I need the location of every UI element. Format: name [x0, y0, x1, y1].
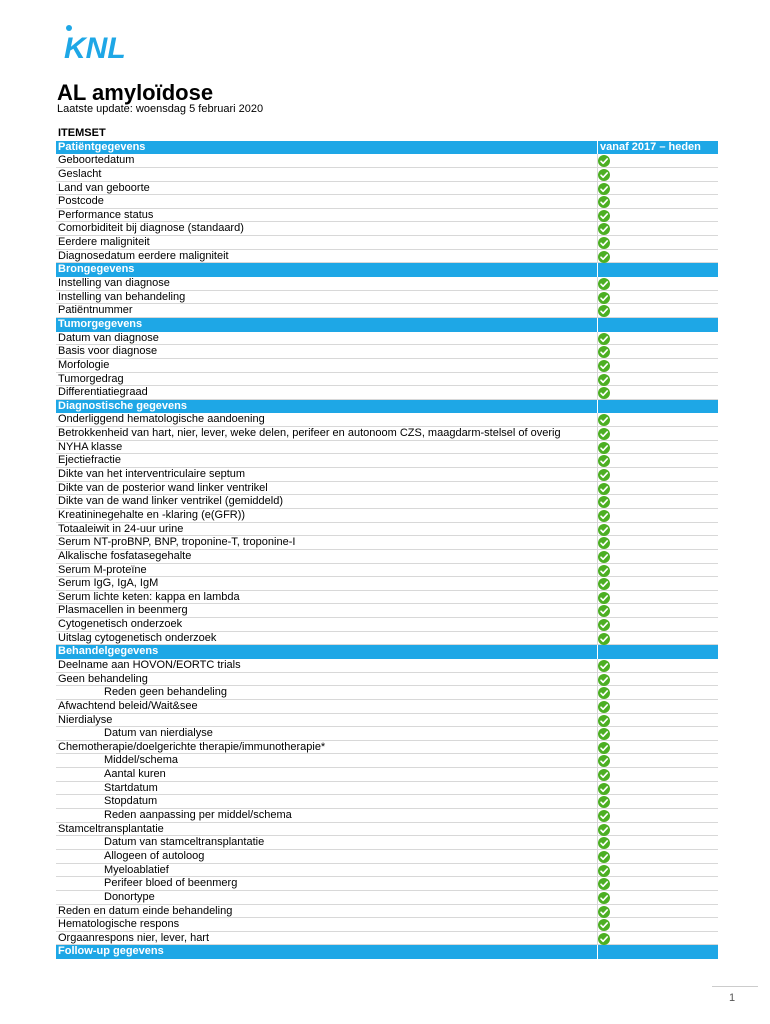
table-row [56, 714, 718, 728]
availability-cell [598, 427, 718, 440]
checkmark-icon [598, 292, 610, 304]
availability-cell [598, 659, 718, 672]
availability-cell [598, 918, 718, 931]
item-label: Chemotherapie/doelgerichte therapie/immunotherapie* [56, 741, 598, 754]
table-row [56, 741, 718, 755]
availability-cell [598, 727, 718, 740]
item-label: Differentiatiegraad [56, 386, 598, 399]
item-label: Totaaleiwit in 24-uur urine [56, 523, 598, 536]
table-row [56, 618, 718, 632]
availability-cell [598, 222, 718, 235]
item-label: Stopdatum [56, 795, 598, 808]
period-label: vanaf 2017 – heden [600, 140, 701, 153]
checkmark-icon [598, 824, 610, 836]
availability-cell [598, 809, 718, 822]
checkmark-icon [598, 728, 610, 740]
table-row [56, 686, 718, 700]
item-label: Reden geen behandeling [56, 686, 598, 699]
availability-cell [598, 864, 718, 877]
availability-cell [598, 632, 718, 645]
availability-cell [598, 591, 718, 604]
availability-cell [598, 195, 718, 208]
item-label: Serum IgG, IgA, IgM [56, 577, 598, 590]
table-row [56, 659, 718, 673]
checkmark-icon [598, 551, 610, 563]
item-label: Startdatum [56, 782, 598, 795]
item-label: Reden aanpassing per middel/schema [56, 809, 598, 822]
period-label [598, 945, 718, 959]
item-label: Stamceltransplantatie [56, 823, 598, 836]
checkmark-icon [598, 483, 610, 495]
checkmark-icon [598, 387, 610, 399]
page-title: AL amyloïdose [57, 80, 214, 105]
checkmark-icon [598, 674, 610, 686]
section-header [56, 400, 718, 414]
item-label: Instelling van behandeling [56, 291, 598, 304]
item-label: Comorbiditeit bij diagnose (standaard) [56, 222, 598, 235]
table-row [56, 454, 718, 468]
item-label: Alkalische fosfatasegehalte [56, 550, 598, 563]
table-row [56, 905, 718, 919]
availability-cell [598, 441, 718, 454]
table-row [56, 209, 718, 223]
table-row [56, 168, 718, 182]
availability-cell [598, 209, 718, 222]
checkmark-icon [598, 455, 610, 467]
availability-cell [598, 495, 718, 508]
knl-logo [64, 24, 130, 64]
table-row [56, 809, 718, 823]
checkmark-icon [598, 374, 610, 386]
table-row [56, 182, 718, 196]
item-label: Datum van nierdialyse [56, 727, 598, 740]
item-label: Instelling van diagnose [56, 277, 598, 290]
availability-cell [598, 686, 718, 699]
table-row [56, 823, 718, 837]
availability-cell [598, 304, 718, 317]
item-label: Onderliggend hematologische aandoening [56, 413, 598, 426]
item-label: Reden en datum einde behandeling [56, 905, 598, 918]
checkmark-icon [598, 701, 610, 713]
checkmark-icon [598, 414, 610, 426]
checkmark-icon [598, 578, 610, 590]
checkmark-icon [598, 919, 610, 931]
checkmark-icon [598, 333, 610, 345]
item-label: Myeloablatief [56, 864, 598, 877]
availability-cell [598, 741, 718, 754]
period-label [598, 645, 718, 659]
checkmark-icon [598, 769, 610, 781]
section-header [56, 318, 718, 332]
availability-cell [598, 891, 718, 904]
checkmark-icon [598, 783, 610, 795]
table-row [56, 386, 718, 400]
checkmark-icon [598, 237, 610, 249]
availability-cell [598, 782, 718, 795]
checkmark-icon [598, 715, 610, 727]
table-row [56, 891, 718, 905]
table-row [56, 768, 718, 782]
period-label [598, 263, 718, 277]
availability-cell [598, 850, 718, 863]
section-header [56, 645, 718, 659]
availability-cell [598, 454, 718, 467]
availability-cell [598, 413, 718, 426]
checkmark-icon [598, 428, 610, 440]
availability-cell [598, 250, 718, 263]
logo-text: KNL [64, 32, 126, 64]
checkmark-icon [598, 537, 610, 549]
table-row [56, 222, 718, 236]
checkmark-icon [598, 496, 610, 508]
checkmark-icon [598, 278, 610, 290]
section-header [56, 945, 718, 959]
table-row [56, 673, 718, 687]
itemset-header [56, 127, 718, 141]
section-title: Follow-up gegevens [56, 945, 598, 959]
checkmark-icon [598, 837, 610, 849]
availability-cell [598, 905, 718, 918]
checkmark-icon [598, 660, 610, 672]
item-label: Donortype [56, 891, 598, 904]
table-row [56, 345, 718, 359]
checkmark-icon [598, 169, 610, 181]
checkmark-icon [598, 687, 610, 699]
availability-cell [598, 386, 718, 399]
item-label: Kreatininegehalte en -klaring (e(GFR)) [56, 509, 598, 522]
checkmark-icon [598, 565, 610, 577]
item-label: Serum M-proteïne [56, 564, 598, 577]
table-row [56, 727, 718, 741]
checkmark-icon [598, 510, 610, 522]
checkmark-icon [598, 469, 610, 481]
availability-cell [598, 877, 718, 890]
item-label: Cytogenetisch onderzoek [56, 618, 598, 631]
item-label: Hematologische respons [56, 918, 598, 931]
table-row [56, 195, 718, 209]
item-label: Geen behandeling [56, 673, 598, 686]
availability-cell [598, 768, 718, 781]
table-row [56, 304, 718, 318]
checkmark-icon [598, 251, 610, 263]
item-label: Datum van diagnose [56, 332, 598, 345]
item-label: Nierdialyse [56, 714, 598, 727]
checkmark-icon [598, 878, 610, 890]
table-row [56, 413, 718, 427]
table-row [56, 864, 718, 878]
item-label: Deelname aan HOVON/EORTC trials [56, 659, 598, 672]
page-divider [712, 986, 758, 987]
table-row [56, 154, 718, 168]
availability-cell [598, 550, 718, 563]
table-row [56, 236, 718, 250]
section-header [56, 263, 718, 277]
checkmark-icon [598, 346, 610, 358]
checkmark-icon [598, 810, 610, 822]
item-label: Serum NT-proBNP, BNP, troponine-T, troponine-I [56, 536, 598, 549]
item-label: Tumorgedrag [56, 373, 598, 386]
availability-cell [598, 714, 718, 727]
section-title: Patiëntgegevens [56, 141, 598, 155]
section-title: Behandelgegevens [56, 645, 598, 659]
availability-cell [598, 359, 718, 372]
availability-cell [598, 482, 718, 495]
checkmark-icon [598, 742, 610, 754]
table-row [56, 700, 718, 714]
itemset-label: ITEMSET [58, 127, 106, 139]
last-update: Laatste update: woensdag 5 februari 2020 [57, 103, 264, 115]
item-label: Basis voor diagnose [56, 345, 598, 358]
table-row [56, 782, 718, 796]
checkmark-icon [598, 906, 610, 918]
table-row [56, 836, 718, 850]
table-row [56, 468, 718, 482]
checkmark-icon [598, 865, 610, 877]
item-label: Orgaanrespons nier, lever, hart [56, 932, 598, 945]
item-label: Dikte van het interventriculaire septum [56, 468, 598, 481]
section-header [56, 141, 718, 155]
table-row [56, 332, 718, 346]
availability-cell [598, 509, 718, 522]
section-title: Diagnostische gegevens [56, 400, 598, 414]
item-label: Datum van stamceltransplantatie [56, 836, 598, 849]
availability-cell [598, 277, 718, 290]
item-label: Eerdere maligniteit [56, 236, 598, 249]
checkmark-icon [598, 755, 610, 767]
table-row [56, 604, 718, 618]
item-label: Ejectiefractie [56, 454, 598, 467]
item-label: Afwachtend beleid/Wait&see [56, 700, 598, 713]
availability-cell [598, 236, 718, 249]
item-label: Allogeen of autoloog [56, 850, 598, 863]
checkmark-icon [598, 892, 610, 904]
checkmark-icon [598, 305, 610, 317]
item-label: Geslacht [56, 168, 598, 181]
table-row [56, 632, 718, 646]
item-label: Plasmacellen in beenmerg [56, 604, 598, 617]
checkmark-icon [598, 796, 610, 808]
table-row [56, 250, 718, 264]
checkmark-icon [598, 524, 610, 536]
item-label: Betrokkenheid van hart, nier, lever, weke delen, perifeer en autonoom CZS, maagdarm-stelsel of overig [56, 427, 598, 440]
availability-cell [598, 754, 718, 767]
availability-cell [598, 823, 718, 836]
table-row [56, 359, 718, 373]
section-title: Tumorgegevens [56, 318, 598, 332]
item-label: Diagnosedatum eerdere maligniteit [56, 250, 598, 263]
availability-cell [598, 700, 718, 713]
item-label: Morfologie [56, 359, 598, 372]
checkmark-icon [598, 210, 610, 222]
table-row [56, 509, 718, 523]
availability-cell [598, 168, 718, 181]
checkmark-icon [598, 933, 610, 945]
item-label: Postcode [56, 195, 598, 208]
checkmark-icon [598, 442, 610, 454]
item-label: Dikte van de posterior wand linker ventrikel [56, 482, 598, 495]
availability-cell [598, 795, 718, 808]
section-title: Brongegevens [56, 263, 598, 277]
checkmark-icon [598, 360, 610, 372]
table-row [56, 291, 718, 305]
table-row [56, 523, 718, 537]
table-row [56, 564, 718, 578]
availability-cell [598, 332, 718, 345]
availability-cell [598, 673, 718, 686]
availability-cell [598, 604, 718, 617]
table-row [56, 536, 718, 550]
table-row [56, 850, 718, 864]
availability-cell [598, 154, 718, 167]
table-row [56, 591, 718, 605]
checkmark-icon [598, 196, 610, 208]
availability-cell [598, 468, 718, 481]
table-row [56, 932, 718, 946]
availability-cell [598, 345, 718, 358]
table-row [56, 577, 718, 591]
availability-cell [598, 523, 718, 536]
item-label: Aantal kuren [56, 768, 598, 781]
item-label: Geboortedatum [56, 154, 598, 167]
table-row [56, 795, 718, 809]
availability-cell [598, 182, 718, 195]
availability-cell [598, 564, 718, 577]
checkmark-icon [598, 619, 610, 631]
item-label: Land van geboorte [56, 182, 598, 195]
checkmark-icon [598, 155, 610, 167]
item-label: Dikte van de wand linker ventrikel (gemiddeld) [56, 495, 598, 508]
table-row [56, 877, 718, 891]
table-row [56, 277, 718, 291]
item-label: Patiëntnummer [56, 304, 598, 317]
table-row [56, 550, 718, 564]
itemset-table [56, 127, 718, 959]
checkmark-icon [598, 633, 610, 645]
item-label: Uitslag cytogenetisch onderzoek [56, 632, 598, 645]
table-row [56, 441, 718, 455]
table-row [56, 754, 718, 768]
table-row [56, 482, 718, 496]
item-label: Serum lichte keten: kappa en lambda [56, 591, 598, 604]
table-row [56, 427, 718, 441]
item-label: Perifeer bloed of beenmerg [56, 877, 598, 890]
checkmark-icon [598, 592, 610, 604]
item-label: NYHA klasse [56, 441, 598, 454]
checkmark-icon [598, 183, 610, 195]
availability-cell [598, 836, 718, 849]
item-label: Performance status [56, 209, 598, 222]
availability-cell [598, 932, 718, 945]
period-label [598, 400, 718, 414]
checkmark-icon [598, 223, 610, 235]
checkmark-icon [598, 851, 610, 863]
period-label [598, 318, 718, 332]
item-label: Middel/schema [56, 754, 598, 767]
availability-cell [598, 373, 718, 386]
checkmark-icon [598, 605, 610, 617]
availability-cell [598, 618, 718, 631]
page-number: 1 [729, 992, 736, 1004]
table-row [56, 373, 718, 387]
table-row [56, 495, 718, 509]
availability-cell [598, 577, 718, 590]
availability-cell [598, 291, 718, 304]
availability-cell [598, 536, 718, 549]
table-row [56, 918, 718, 932]
